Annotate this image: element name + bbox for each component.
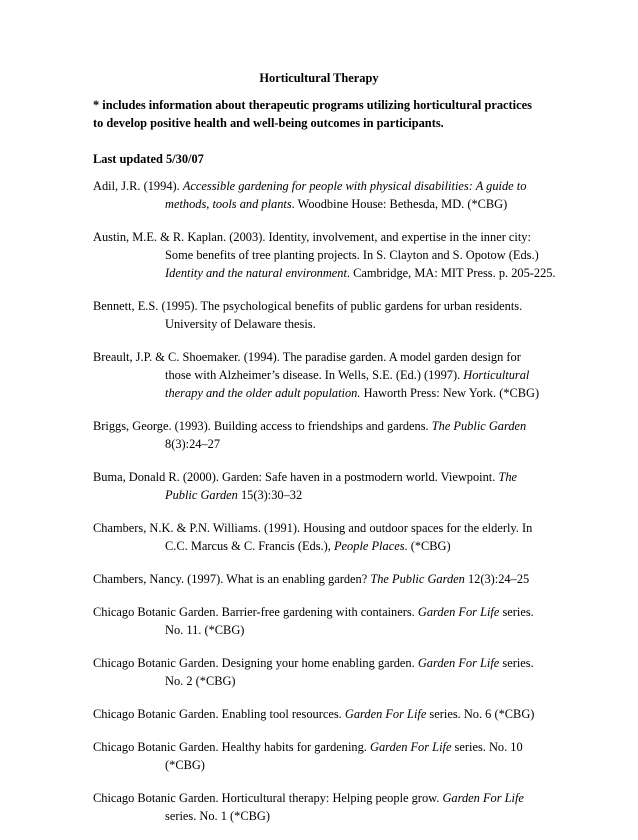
- reference-text: (*CBG): [165, 758, 205, 772]
- reference-entry: [93, 348, 563, 402]
- reference-italic-text: Garden For Life: [344, 707, 427, 721]
- reference-text: Chicago Botanic Garden. Horticultural therapy: Helping people grow.: [93, 791, 443, 805]
- reference-entry: [93, 297, 563, 333]
- reference-italic-text: The Public Garden: [431, 419, 527, 433]
- reference-text: Chicago Botanic Garden. Healthy habits for gardening.: [93, 740, 370, 754]
- reference-italic-text: Garden For Life: [417, 605, 500, 619]
- reference-line: [93, 789, 563, 807]
- reference-line: [129, 435, 563, 453]
- reference-text: Chicago Botanic Garden. Barrier-free gardening with containers.: [93, 605, 418, 619]
- reference-text: University of Delaware thesis.: [165, 317, 316, 331]
- reference-text: series. No. 6 (*CBG): [426, 707, 535, 721]
- reference-text: No. 2 (*CBG): [165, 674, 236, 688]
- reference-line: [93, 417, 563, 435]
- reference-text: series. No. 10: [451, 740, 523, 754]
- reference-text: Breault, J.P. & C. Shoemaker. (1994). The paradise garden. A model garden design for: [93, 350, 521, 364]
- reference-text: 8(3):24–27: [165, 437, 221, 451]
- reference-text: 12(3):24–25: [464, 572, 530, 586]
- reference-entry: [93, 519, 563, 555]
- reference-text: Chicago Botanic Garden. Enabling tool resources.: [93, 707, 345, 721]
- reference-text: series.: [499, 605, 534, 619]
- reference-text: Adil, J.R. (1994).: [93, 179, 183, 193]
- reference-italic-text: therapy and the older adult population.: [165, 386, 361, 400]
- reference-text: Chambers, Nancy. (1997). What is an enabling garden?: [93, 572, 371, 586]
- scope-note-line: * includes information about therapeutic programs utilizing horticultural practices: [93, 98, 532, 112]
- reference-italic-text: methods, tools and plants: [165, 197, 292, 211]
- reference-entry: [93, 228, 563, 282]
- reference-entry: [93, 468, 563, 504]
- reference-text: C.C. Marcus & C. Francis (Eds.),: [165, 539, 334, 553]
- reference-line: [129, 315, 563, 333]
- reference-italic-text: Horticultural: [463, 368, 530, 382]
- reference-italic-text: Garden For Life: [370, 740, 452, 754]
- reference-text: Bennett, E.S. (1995). The psychological benefits of public gardens for urban residents.: [93, 299, 523, 313]
- reference-entry: [93, 738, 563, 774]
- reference-line: [93, 519, 563, 537]
- reference-italic-text: Accessible gardening for people with physical disabilities: A guide to: [182, 179, 527, 193]
- reference-text: . Cambridge, MA: MIT Press. p. 205-225.: [346, 266, 556, 280]
- document-title: Horticultural Therapy: [259, 71, 379, 85]
- reference-text: Haworth Press: New York. (*CBG): [360, 386, 540, 400]
- reference-text: series.: [499, 656, 534, 670]
- reference-text: series. No. 1 (*CBG): [165, 809, 270, 823]
- reference-entry: [93, 789, 563, 825]
- reference-line: [129, 672, 563, 690]
- reference-text: Chicago Botanic Garden. Designing your home enabling garden.: [93, 656, 418, 670]
- reference-line: [129, 384, 563, 402]
- reference-entry: [93, 705, 563, 723]
- reference-line: [129, 246, 563, 264]
- reference-entry: [93, 603, 563, 639]
- reference-line: [93, 297, 563, 315]
- reference-text: Buma, Donald R. (2000). Garden: Safe haven in a postmodern world. Viewpoint.: [93, 470, 499, 484]
- reference-line: [93, 348, 563, 366]
- reference-line: [129, 537, 563, 555]
- reference-italic-text: The: [498, 470, 518, 484]
- reference-line: [129, 807, 563, 825]
- reference-italic-text: Garden For Life: [417, 656, 500, 670]
- reference-italic-text: Identity and the natural environment: [165, 266, 347, 280]
- reference-line: [93, 177, 563, 195]
- scope-note: [93, 96, 563, 132]
- reference-text: those with Alzheimer’s disease. In Wells, S.E. (Ed.) (1997).: [165, 368, 464, 382]
- reference-line: [129, 366, 563, 384]
- reference-line: [93, 570, 563, 588]
- reference-line: [129, 264, 563, 282]
- reference-line: [93, 468, 563, 486]
- reference-entry: [93, 417, 563, 453]
- reference-line: [93, 654, 563, 672]
- reference-entry: [93, 570, 563, 588]
- reference-line: [129, 756, 563, 774]
- reference-line: [129, 195, 563, 213]
- reference-text: No. 11. (*CBG): [165, 623, 245, 637]
- reference-text: . Woodbine House: Bethesda, MD. (*CBG): [291, 197, 508, 211]
- reference-text: Chambers, N.K. & P.N. Williams. (1991). Housing and outdoor spaces for the elderly. In: [93, 521, 533, 535]
- reference-italic-text: Public Garden: [165, 488, 238, 502]
- reference-line: [93, 738, 563, 756]
- reference-italic-text: Garden For Life: [442, 791, 524, 805]
- last-updated: Last updated 5/30/07: [93, 152, 204, 166]
- scope-note-line: to develop positive health and well-being outcomes in participants.: [93, 116, 444, 130]
- reference-text: Austin, M.E. & R. Kaplan. (2003). Identity, involvement, and expertise in the inner city:: [93, 230, 531, 244]
- reference-entry: [93, 177, 563, 213]
- reference-list: [93, 177, 563, 840]
- reference-line: [93, 228, 563, 246]
- reference-line: [129, 486, 563, 504]
- reference-text: . (*CBG): [404, 539, 451, 553]
- reference-text: Briggs, George. (1993). Building access to friendships and gardens.: [93, 419, 432, 433]
- reference-line: [93, 705, 563, 723]
- reference-line: [93, 603, 563, 621]
- reference-entry: [93, 654, 563, 690]
- reference-text: Some benefits of tree planting projects. In S. Clayton and S. Opotow (Eds.): [165, 248, 539, 262]
- reference-italic-text: People Places: [333, 539, 405, 553]
- reference-line: [129, 621, 563, 639]
- reference-italic-text: The Public Garden: [370, 572, 465, 586]
- reference-text: 15(3):30–32: [237, 488, 303, 502]
